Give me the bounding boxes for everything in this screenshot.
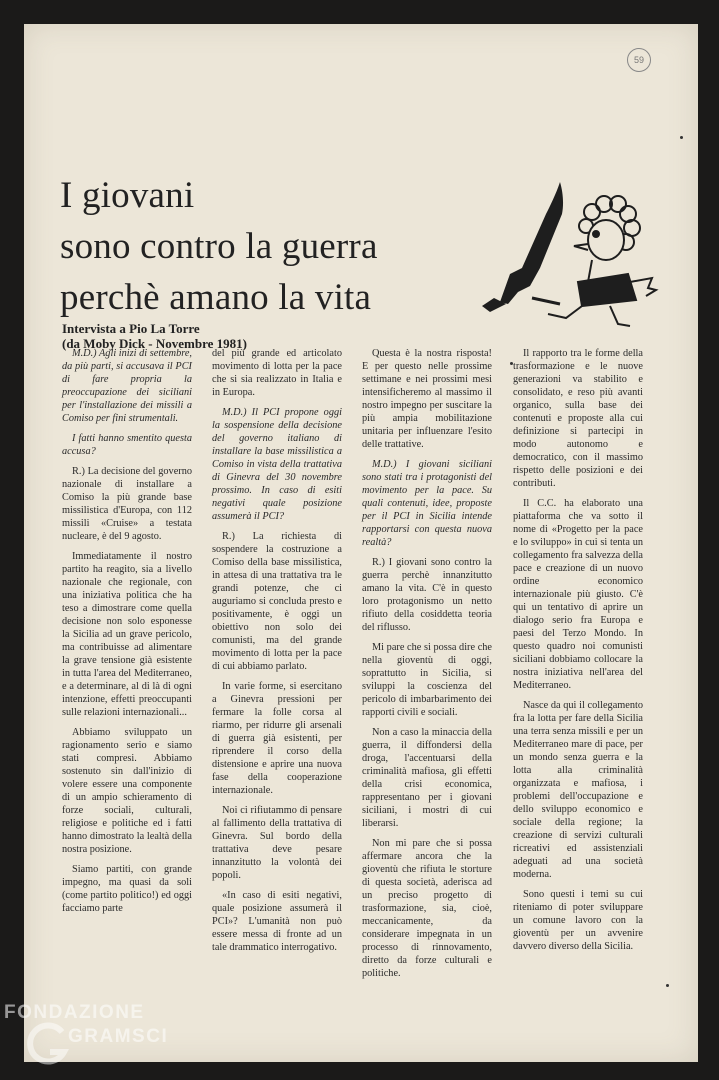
watermark-line: FONDAZIONE — [4, 1002, 145, 1023]
article-paragraph: Immediatamente il nostro partito ha reagito, sia a livello nazionale che regionale, con una iniziativa politica che ha teso a dimostrare come quella decisione non solo esponesse la Sicilia ad un grave pericolo, ma contribuisse ad alimentare la grave tensione già esistente in tutta l'area del Mediterraneo, e a determinare, al di là di ogni intenzione, effetti preoccupanti sulle relazioni internazionali... — [62, 551, 192, 718]
headline-line: perchè amano la vita — [60, 277, 372, 318]
speck — [680, 136, 683, 139]
page-number: 59 — [627, 48, 651, 72]
speck — [666, 984, 669, 987]
article-paragraph: Il C.C. ha elaborato una piattaforma che va sotto il nome di «Progetto per la pace e lo sviluppo» in cui si tenta un collegamento fra salvezza della pace e creazione di un nuovo ordine economico internazionale più giusto. C'è qui un tentativo di aprire un dialogo serio fra Europa e paesi del Terzo Mondo. In questo quadro noi comunisti siciliani dobbiamo collocare la nostra iniziativa nell'area del Mediterraneo. — [513, 498, 643, 691]
article-paragraph: Siamo partiti, con grande impegno, ma quasi da soli (come partito politico!) ed oggi facciamo parte — [62, 864, 192, 914]
article-paragraph: R.) La richiesta di sospendere la costruzione a Comiso della base missilistica, in attesa di una trattativa tra le grandi potenze, che ci auguriamo si concluda presto e positivamente, è oggi un obiettivo non solo dei comunisti, ma del grande movimento di lotta per la pace di cui abbiamo parlato. — [212, 531, 342, 672]
headline-line: sono contro la guerra — [60, 226, 378, 267]
interview-question: I fatti hanno smentito questa accusa? — [62, 433, 192, 457]
watermark — [4, 1001, 168, 1049]
article-paragraph: Noi ci rifiutammo di pensare al fallimento della trattativa di Ginevra. Sul bordo della trattativa deve pesare innanzitutto la volontà dei popoli. — [212, 805, 342, 881]
article-paragraph: Non a caso la minaccia della guerra, il diffondersi della droga, l'accentuarsi della criminalità mafiosa, gli effetti della crisi economica, rappresentano per i giovani siciliani, i mostri di cui liberarsi. — [362, 727, 492, 829]
text-column — [62, 347, 192, 922]
text-column — [212, 347, 342, 961]
missile-icon — [482, 182, 563, 312]
article-paragraph: R.) La decisione del governo nazionale di installare a Comiso la più grande base missilistica d'Europa, con 112 missili «Cruise» a testata nucleare, è del 9 agosto. — [62, 466, 192, 542]
source-line: (da Moby Dick - Novembre 1981) — [62, 336, 247, 351]
article-paragraph: Il rapporto tra le forme della trasformazione e le nuove generazioni va stabilito e consolidato, e reso più avanti organico, sulla base dei contenuti e proposte alla cui definizione si partecipi in modo autonomo e democratico, con il massimo rispetto delle posizioni e dei contributi. — [513, 348, 643, 489]
article-paragraph: «In caso di esiti negativi, quale posizione assumerà il PCI»? L'umanità non può essere messa di fronte ad un tale drammatico interrogativo. — [212, 890, 342, 953]
headline-line: I giovani — [60, 175, 195, 216]
article-paragraph: Questa è la nostra risposta! E per questo nelle prossime settimane e nei prossimi mesi intensificheremo al massimo il nostro impegno per suscitare la più ampia mobilitazione unitaria per influenzare l'esito delle trattative. — [362, 348, 492, 450]
cartoon-illustration — [470, 178, 660, 328]
article-paragraph: Nasce da qui il collegamento fra la lotta per fare della Sicilia una terra senza missili e per un Mediterraneo mare di pace, per un mondo senza guerra e la lotta alla criminalità organizzata e mafiosa, i problemi dell'occupazione e dello sviluppo economico e sociale della regione; la creazione di servizi culturali ricreativi ed assistenziali adeguati ad una società moderna. — [513, 700, 643, 880]
interview-question: M.D.) I giovani siciliani sono stati tra i protagonisti del movimento per la pace. Su quali contenuti, idee, proposte per il PCI in Sicilia intende rapportarsi con questa nuova realtà? — [362, 459, 492, 548]
article-paragraph: In varie forme, si esercitano a Ginevra pressioni per fermare la folle corsa al riarmo, per ridurre gli arsenali di guerra già esistenti, per riprendere il corso della distensione e aprire una nuova fase della cooperazione internazionale. — [212, 681, 342, 796]
article-paragraph: Abbiamo sviluppato un ragionamento serio e siamo stati compresi. Abbiamo sostenuto sin dall'inizio di volere essere una componente di un ampio schieramento di forze sociali, culturali, religiose e politiche ed i fatti hanno dimostrato la lealtà della nostra posizione. — [62, 727, 192, 855]
article-paragraph: Non mi pare che si possa affermare ancora che la gioventù che rifiuta le storture di questa società, aderisca ad un preciso progetto di trasformazione, sia, cioè, meccanicamente, da considerare impegnata in un processo di rinnovamento, diretto da forze culturali e politiche. — [362, 838, 492, 979]
text-column — [362, 347, 492, 987]
source-line: Intervista a Pio La Torre — [62, 321, 200, 336]
article-paragraph: Sono questi i temi su cui riteniamo di poter sviluppare un comune lavoro con la gioventù per un avvenire davvero diverso della Sicilia. — [513, 889, 643, 952]
interview-question: M.D.) Agli inizi di settembre, da più parti, si accusava il PCI di fare propria la preoccupazione dei siciliani per l'installazione dei missili a Comiso per fini strumentali. — [62, 348, 192, 424]
article-paragraph: Mi pare che si possa dire che nella gioventù di oggi, soprattutto in Sicilia, si sviluppi la coscienza del pericolo di imbarbarimento dei rapporti civili e sociali. — [362, 642, 492, 718]
text-column — [513, 347, 643, 960]
interview-question: M.D.) Il PCI propone oggi la sospensione della decisione del governo italiano di installare la base missilistica a Comiso in vista della trattativa di Ginevra del 30 novembre prossimo. In caso di esiti negativi quale posizione assumerà il PCI? — [212, 407, 342, 522]
article-paragraph: R.) I giovani sono contro la guerra perchè innanzitutto amano la vita. C'è in questo loro protagonismo un netto rifiuto della cosiddetta teoria del riflusso. — [362, 557, 492, 633]
watermark-line: GRAMSCI — [68, 1026, 169, 1047]
article-paragraph: del più grande ed articolato movimento di lotta per la pace che si sia realizzato in Italia e in Europa. — [212, 348, 342, 398]
headline — [60, 170, 480, 323]
speck — [510, 362, 513, 365]
